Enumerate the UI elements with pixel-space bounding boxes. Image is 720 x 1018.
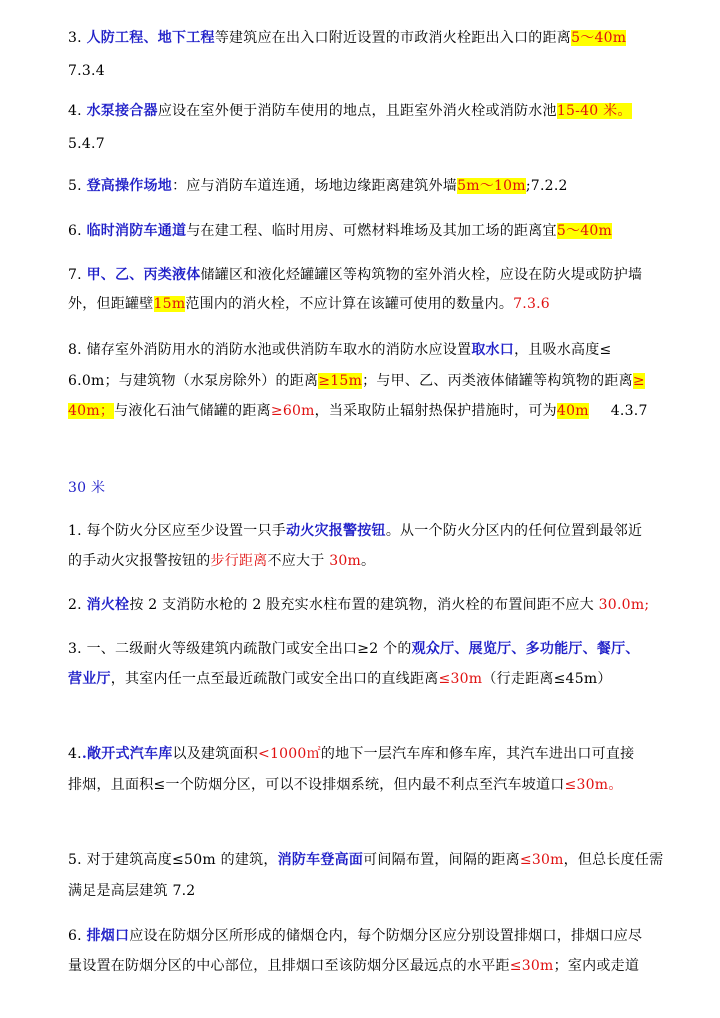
term: 登高操作场地: [86, 178, 173, 194]
s30-item-3-line-1: [68, 638, 688, 660]
highlighted-value: ≥: [632, 373, 645, 389]
body-text: 应设在室外便于消防车使用的地点，且距室外消火栓或消防水池: [157, 103, 557, 119]
term: 步行距离: [210, 553, 268, 569]
item-number: 3.: [68, 641, 87, 657]
term: 水泵接合器: [86, 103, 158, 119]
value: ≤30m: [564, 777, 609, 793]
body-text: ，当采取防止辐射热保护措施时，可为: [314, 403, 557, 419]
clause-reference: 7.3.6: [513, 296, 550, 312]
body-text: 储罐区和液化烃罐罐区等构筑物的室外消火栓，应设在防火堤或防护墙: [200, 267, 643, 283]
term: 敞开式汽车库: [86, 746, 173, 762]
section-heading-30m: [68, 477, 688, 499]
section-title: 30 米: [68, 480, 106, 496]
body-text: 。: [361, 553, 376, 569]
item-number: 1.: [68, 523, 87, 539]
body-text: 以及建筑面积: [172, 746, 258, 762]
term: 取水口: [471, 342, 515, 358]
s30-item-1-line-1: [68, 520, 688, 542]
body-text: 与液化石油气储罐的距离: [114, 403, 271, 419]
body-text: （行走距离≤45m）: [482, 671, 612, 687]
body-text: ，其室内任一点至最近疏散门或安全出口的直线距离: [110, 671, 439, 687]
body-text: 应设在防烟分区所形成的储烟仓内，每个防烟分区应分别设置排烟口，排烟口应尽: [129, 928, 643, 944]
clause-reference: ;7.2.2: [525, 178, 568, 194]
value: ≤30m: [519, 852, 564, 868]
term: 排烟口: [86, 928, 130, 944]
item-number: 6.: [68, 223, 87, 239]
s30-item-3-line-2: [68, 668, 688, 690]
term: 营业厅: [68, 671, 111, 687]
body-text: 每个防火分区应至少设置一只手: [86, 523, 287, 539]
s30-item-4-line-1: [68, 743, 688, 765]
term: 消火栓: [86, 597, 130, 613]
body-text: 量设置在防烟分区的中心部位，且排烟口至该防烟分区最远点的水平距: [68, 958, 510, 974]
term: 动火灾报警按钮: [286, 523, 386, 539]
value: 30.0m;: [598, 597, 650, 613]
item-number: 2.: [68, 597, 87, 613]
body-text: 一、二级耐火等级建筑内疏散门或安全出口≥2 个的: [86, 641, 412, 657]
clause-reference: 7.3.4: [68, 63, 105, 79]
highlighted-value: ≥15m: [318, 373, 363, 389]
highlighted-value: 40m；: [68, 403, 115, 419]
item-8-line-1: [68, 339, 688, 361]
item-4-reference: [68, 133, 688, 155]
dot: .: [81, 746, 87, 762]
clause-reference: 4.3.7: [610, 403, 648, 419]
value: ≥60m: [270, 403, 315, 419]
item-number: 4.: [68, 103, 87, 119]
body-text: 满足是高层建筑 7.2: [68, 883, 196, 899]
highlighted-value: 15-40 米。: [556, 103, 632, 119]
highlighted-value: 5～40m: [571, 30, 627, 46]
body-text: ，且吸水高度≤: [514, 342, 612, 358]
item-number: 5.: [68, 852, 87, 868]
body-text: ；室内或走道: [553, 958, 640, 974]
item-7-line-1: [68, 264, 688, 286]
body-text: 等建筑应在出入口附近设置的市政消火栓距出入口的距离: [214, 30, 572, 46]
value: ≤30m: [438, 671, 483, 687]
body-text: 范围内的消火栓，不应计算在该罐可使用的数量内。: [185, 296, 514, 312]
highlighted-value: 5～40m: [556, 223, 613, 239]
body-text: ，但总长度任需: [563, 852, 664, 868]
item-3-reference: [68, 60, 688, 82]
s30-item-2-line-1: [68, 594, 688, 616]
term: 观众厅、展览厅、多功能厅、餐厅、: [411, 641, 640, 657]
body-text: 的手动火灾报警按钮的: [68, 553, 211, 569]
body-text: 。: [608, 777, 623, 793]
body-text: 6.0m；与建筑物（水泵房除外）的距离: [68, 373, 319, 389]
item-4-line-1: [68, 100, 688, 122]
item-number: 7.: [68, 267, 87, 283]
highlighted-value: 40m: [556, 403, 589, 419]
item-number: 3.: [68, 30, 87, 46]
body-text: 按 2 支消防水枪的 2 股充实水柱布置的建筑物，消火栓的布置间距不应大: [129, 597, 599, 613]
item-8-line-3: [68, 400, 688, 422]
body-text: 储存室外消防用水的消防水池或供消防车取水的消防水应设置: [86, 342, 472, 358]
s30-item-5-line-1: [68, 849, 688, 871]
body-text: 与在建工程、临时用房、可燃材料堆场及其加工场的距离宜: [186, 223, 557, 239]
body-text: 不应大于: [267, 553, 330, 569]
body-text: ；与甲、乙、丙类液体储罐等构筑物的距离: [362, 373, 633, 389]
item-number: 4.: [68, 746, 82, 762]
item-5-line-1: [68, 175, 688, 197]
value: <1000㎡: [257, 746, 321, 762]
s30-item-4-line-2: [68, 774, 688, 796]
body-text: 的地下一层汽车库和修车库，其汽车进出口可直接: [320, 746, 635, 762]
clause-reference: 5.4.7: [68, 136, 105, 152]
s30-item-6-line-2: [68, 955, 688, 977]
item-number: 8.: [68, 342, 87, 358]
highlighted-value: 5m～10m: [457, 178, 526, 194]
term: 人防工程、地下工程: [86, 30, 215, 46]
body-text: 外，但距罐壁: [68, 296, 154, 312]
term: 甲、乙、丙类液体: [86, 267, 201, 283]
value: 30m: [329, 553, 362, 569]
item-3-line-1: [68, 27, 688, 49]
highlighted-value: 15m: [153, 296, 186, 312]
body-text: 排烟，且面积≤一个防烟分区，可以不设排烟系统，但内最不利点至汽车坡道口: [68, 777, 565, 793]
item-6-line-1: [68, 220, 688, 242]
item-8-line-2: [68, 370, 688, 392]
body-text: ：应与消防车道连通，场地边缘距离建筑外墙: [172, 178, 458, 194]
s30-item-5-line-2: [68, 880, 688, 902]
s30-item-1-line-2: [68, 550, 688, 572]
s30-item-6-line-1: [68, 925, 688, 947]
item-7-line-2: [68, 293, 688, 315]
body-text: 对于建筑高度≤50m 的建筑，: [86, 852, 278, 868]
body-text: 可间隔布置，间隔的距离: [363, 852, 520, 868]
term: 消防车登高面: [277, 852, 364, 868]
item-number: 5.: [68, 178, 87, 194]
term: 临时消防车通道: [86, 223, 187, 239]
item-number: 6.: [68, 928, 87, 944]
value: ≤30m: [509, 958, 554, 974]
body-text: 。从一个防火分区内的任何位置到最邻近: [385, 523, 643, 539]
